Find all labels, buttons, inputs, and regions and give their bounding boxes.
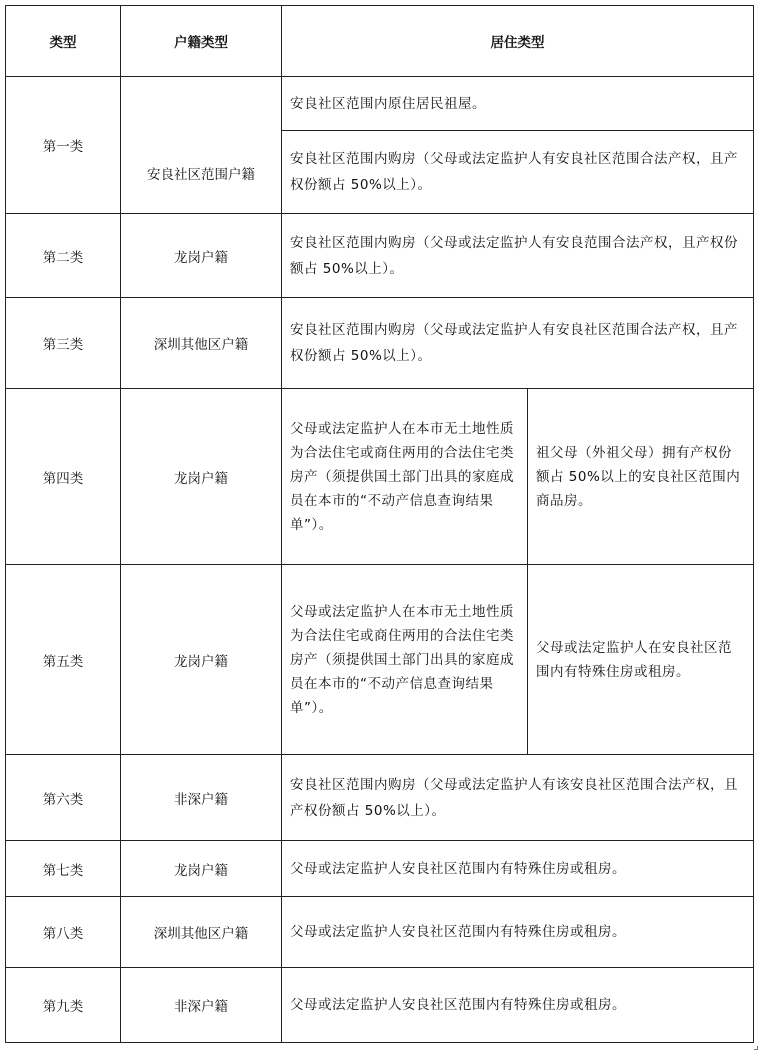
type-cell: 第六类: [6, 755, 121, 841]
header-row: [6, 6, 754, 77]
hukou-cell: 深圳其他区户籍: [121, 298, 282, 389]
hukou-cell: 安良社区范围户籍: [121, 77, 282, 214]
residence-cell: 安良社区范围内原住居民祖屋。: [282, 77, 754, 131]
hukou-cell: 龙岗户籍: [121, 214, 282, 298]
hukou-cell: 非深户籍: [121, 755, 282, 841]
table-row: [6, 755, 754, 841]
table-row: [6, 214, 754, 298]
type-cell: 第五类: [6, 565, 121, 755]
type-cell: 第三类: [6, 298, 121, 389]
hukou-cell: 非深户籍: [121, 968, 282, 1043]
hukou-cell: 龙岗户籍: [121, 841, 282, 897]
type-cell: 第九类: [6, 968, 121, 1043]
residence-left-cell: 父母或法定监护人在本市无土地性质为合法住宅或商住两用的合法住宅类房产（须提供国土部门出具的家庭成员在本市的“不动产信息查询结果单”）。: [282, 389, 528, 565]
table-row: [6, 298, 754, 389]
residence-cell: 安良社区范围内购房（父母或法定监护人有安良范围合法产权，且产权份额占 50%以上）。: [282, 214, 754, 298]
type-cell: 第四类: [6, 389, 121, 565]
residence-cell: 父母或法定监护人安良社区范围内有特殊住房或租房。: [282, 841, 754, 897]
header-type: 类型: [6, 6, 121, 77]
table-row: [6, 77, 754, 131]
type-cell: 第一类: [6, 77, 121, 214]
type-cell: 第七类: [6, 841, 121, 897]
hukou-cell: 龙岗户籍: [121, 389, 282, 565]
type-cell: 第二类: [6, 214, 121, 298]
header-residence: 居住类型: [282, 6, 754, 77]
residence-left-cell: 父母或法定监护人在本市无土地性质为合法住宅或商住两用的合法住宅类房产（须提供国土部门出具的家庭成员在本市的“不动产信息查询结果单”）。: [282, 565, 528, 755]
residence-cell: 父母或法定监护人安良社区范围内有特殊住房或租房。: [282, 897, 754, 968]
residence-cell: 安良社区范围内购房（父母或法定监护人有安良社区范围合法产权，且产权份额占 50%以上）。: [282, 131, 754, 214]
hukou-cell: 深圳其他区户籍: [121, 897, 282, 968]
enrollment-category-table: [5, 5, 754, 1043]
residence-right-cell: 祖父母（外祖父母）拥有产权份额占 50%以上的安良社区范围内商品房。: [528, 389, 754, 565]
table-row: [6, 389, 754, 565]
header-hukou: 户籍类型: [121, 6, 282, 77]
table-row: [6, 565, 754, 755]
residence-right-cell: 父母或法定监护人在安良社区范围内有特殊住房或租房。: [528, 565, 754, 755]
hukou-cell: 龙岗户籍: [121, 565, 282, 755]
table-row: [6, 968, 754, 1043]
residence-cell: 安良社区范围内购房（父母或法定监护人有安良社区范围合法产权，且产权份额占 50%以上）。: [282, 298, 754, 389]
residence-cell: 安良社区范围内购房（父母或法定监护人有该安良社区范围合法产权，且产权份额占 50%以上）。: [282, 755, 754, 841]
residence-cell: 父母或法定监护人安良社区范围内有特殊住房或租房。: [282, 968, 754, 1043]
page-corner-mark: [754, 1046, 758, 1050]
type-cell: 第八类: [6, 897, 121, 968]
table-row: [6, 841, 754, 897]
table-row: [6, 897, 754, 968]
